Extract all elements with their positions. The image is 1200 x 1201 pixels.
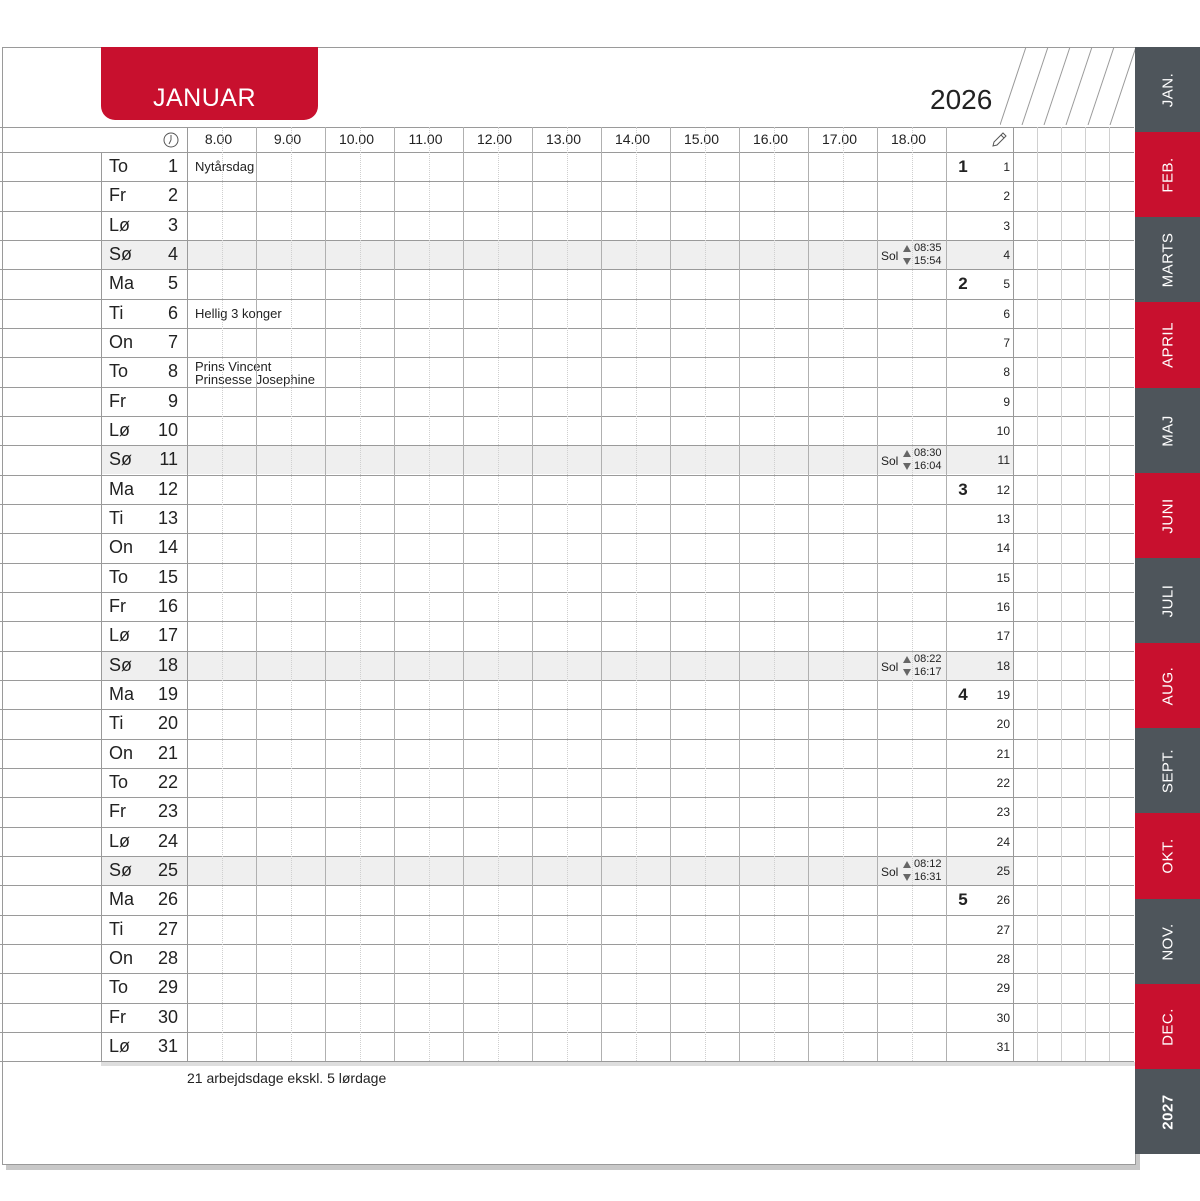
month-tab-aug[interactable] bbox=[1135, 643, 1200, 728]
month-tab-label: AUG. bbox=[1159, 666, 1176, 705]
note-line: Prinsesse Josephine bbox=[195, 372, 315, 387]
week-number: 2 bbox=[958, 274, 968, 293]
row-number: 26 bbox=[996, 893, 1010, 907]
weekday-label: Ma bbox=[109, 479, 135, 499]
day-number: 9 bbox=[167, 391, 178, 411]
hour-label: 12.00 bbox=[476, 131, 513, 147]
hour-label: 15.00 bbox=[683, 131, 720, 147]
week-number: 4 bbox=[958, 685, 968, 704]
weekday-label: Ti bbox=[109, 508, 124, 528]
row-number: 17 bbox=[996, 629, 1010, 643]
day-number: 3 bbox=[167, 215, 178, 235]
month-tab-label: MARTS bbox=[1159, 232, 1176, 287]
row-number: 5 bbox=[1003, 277, 1010, 291]
row-number: 14 bbox=[996, 541, 1010, 555]
weekday-label: Fr bbox=[109, 1007, 126, 1027]
weekday-label: Sø bbox=[109, 655, 133, 675]
weekday-label: To bbox=[109, 567, 129, 587]
grid-vline bbox=[532, 127, 533, 1061]
row-number: 27 bbox=[996, 923, 1010, 937]
weekday-label: Sø bbox=[109, 244, 133, 264]
day-number: 6 bbox=[167, 303, 178, 323]
grid-vline bbox=[360, 127, 361, 1061]
day-number: 25 bbox=[157, 860, 178, 880]
sun-label: Sol bbox=[881, 454, 899, 468]
weekday-label: On bbox=[109, 332, 134, 352]
weekday-label: Ti bbox=[109, 303, 124, 323]
sunset bbox=[903, 871, 942, 883]
grid-vline bbox=[739, 127, 740, 1061]
sunset-time: 16:17 bbox=[914, 666, 942, 678]
sunrise-icon bbox=[903, 450, 911, 457]
weekday-label: On bbox=[109, 743, 134, 763]
sunset-icon bbox=[903, 258, 911, 265]
workdays-summary: 21 arbejdsdage ekskl. 5 lørdage bbox=[187, 1070, 387, 1086]
sunrise-icon bbox=[903, 861, 911, 868]
sunrise-time: 08:30 bbox=[914, 447, 942, 459]
day-number: 22 bbox=[157, 772, 178, 792]
month-tab-label: MAJ bbox=[1159, 414, 1176, 447]
day-number: 2 bbox=[167, 185, 178, 205]
day-number: 1 bbox=[167, 156, 178, 176]
hour-label: 14.00 bbox=[614, 131, 651, 147]
grid-vline bbox=[912, 127, 913, 1061]
row-number: 2 bbox=[1003, 189, 1010, 203]
hour-label: 16.00 bbox=[752, 131, 789, 147]
day-number: 16 bbox=[157, 596, 178, 616]
row-number: 9 bbox=[1003, 395, 1010, 409]
row-number: 16 bbox=[996, 600, 1010, 614]
row-number: 8 bbox=[1003, 365, 1010, 379]
month-tab-label: JUNI bbox=[1159, 497, 1176, 534]
row-number: 11 bbox=[997, 453, 1010, 467]
week-number: 3 bbox=[958, 480, 968, 499]
day-number: 10 bbox=[157, 420, 178, 440]
month-tab-feb[interactable] bbox=[1135, 132, 1200, 217]
row-number: 24 bbox=[996, 835, 1010, 849]
row-number: 28 bbox=[996, 952, 1010, 966]
month-tab-label: APRIL bbox=[1159, 322, 1176, 368]
month-tab-label: 2027 bbox=[1159, 1093, 1176, 1130]
hour-label: 11.00 bbox=[408, 131, 443, 147]
pencil-icon bbox=[990, 131, 1008, 149]
hour-label: 18.00 bbox=[890, 131, 927, 147]
month-tab-okt[interactable] bbox=[1135, 813, 1200, 899]
day-number: 26 bbox=[157, 889, 178, 909]
sunset-time: 16:04 bbox=[914, 460, 942, 472]
weekday-label: Fr bbox=[109, 391, 126, 411]
row-number: 13 bbox=[996, 512, 1010, 526]
grid-vline bbox=[808, 127, 809, 1061]
sunset-icon bbox=[903, 669, 911, 676]
grid-vline bbox=[291, 127, 292, 1061]
day-number: 31 bbox=[157, 1036, 178, 1056]
month-tab-sept[interactable] bbox=[1135, 728, 1200, 813]
weekday-label: To bbox=[109, 156, 129, 176]
weekday-label: Ma bbox=[109, 684, 135, 704]
month-label: JANUAR bbox=[153, 84, 257, 112]
weekday-label: On bbox=[109, 948, 134, 968]
month-tab-label: FEB. bbox=[1159, 156, 1176, 193]
grid-vline bbox=[877, 127, 878, 1061]
day-number: 18 bbox=[157, 655, 178, 675]
sunset-time: 16:31 bbox=[914, 871, 942, 883]
sunrise-time: 08:12 bbox=[914, 858, 942, 870]
month-tab-juni[interactable] bbox=[1135, 473, 1200, 558]
day-note bbox=[195, 307, 282, 320]
day-number: 23 bbox=[157, 801, 178, 821]
month-tab-jan[interactable] bbox=[1135, 47, 1200, 132]
hour-label: 9.00 bbox=[273, 131, 302, 147]
month-tab-label: DEC. bbox=[1159, 1007, 1176, 1046]
grid-vline bbox=[705, 127, 706, 1061]
grid-vline bbox=[946, 127, 947, 1061]
sunset bbox=[903, 460, 942, 472]
hour-label: 13.00 bbox=[545, 131, 582, 147]
sunrise bbox=[903, 242, 942, 254]
day-number: 20 bbox=[157, 713, 178, 733]
grid-vline bbox=[325, 127, 326, 1061]
weekday-label: Lø bbox=[109, 625, 131, 645]
note-line: Prins Vincent bbox=[195, 359, 272, 374]
grid-vline bbox=[636, 127, 637, 1061]
row-number: 15 bbox=[996, 571, 1010, 585]
weekday-label: Sø bbox=[109, 860, 133, 880]
weekday-label: To bbox=[109, 977, 129, 997]
weekday-label: To bbox=[109, 772, 129, 792]
day-number: 8 bbox=[167, 361, 178, 381]
row-number: 22 bbox=[996, 776, 1010, 790]
sunrise bbox=[903, 447, 942, 459]
day-number: 30 bbox=[157, 1007, 178, 1027]
month-tab-label: JAN. bbox=[1159, 72, 1176, 107]
grid-vline bbox=[463, 127, 464, 1061]
month-tab-label: OKT. bbox=[1159, 838, 1176, 874]
weekday-label: Fr bbox=[109, 801, 126, 821]
grid-vline bbox=[101, 152, 102, 1061]
year-label: 2026 bbox=[930, 84, 993, 115]
weekday-label: Lø bbox=[109, 1036, 131, 1056]
sun-label: Sol bbox=[881, 660, 899, 674]
month-tab-april[interactable] bbox=[1135, 302, 1200, 388]
row-number: 21 bbox=[996, 747, 1010, 761]
day-number: 28 bbox=[157, 948, 178, 968]
sunset bbox=[903, 255, 942, 267]
month-title bbox=[101, 47, 318, 120]
weekday-label: Sø bbox=[109, 449, 133, 469]
day-note bbox=[195, 360, 315, 386]
sunset bbox=[903, 666, 942, 678]
weekday-label: To bbox=[109, 361, 129, 381]
month-tab-label: JULI bbox=[1159, 584, 1176, 617]
grid-vline bbox=[222, 127, 223, 1061]
day-number: 19 bbox=[157, 684, 178, 704]
day-number: 4 bbox=[167, 244, 178, 264]
day-number: 12 bbox=[157, 479, 178, 499]
month-tab-dec[interactable] bbox=[1135, 984, 1200, 1069]
sunrise-icon bbox=[903, 245, 911, 252]
weekday-label: On bbox=[109, 537, 134, 557]
sun-label: Sol bbox=[881, 249, 899, 263]
weekday-label: Ti bbox=[109, 713, 124, 733]
weekday-label: Fr bbox=[109, 596, 126, 616]
month-tab-label: NOV. bbox=[1159, 922, 1176, 961]
row-number: 31 bbox=[996, 1040, 1010, 1054]
grid-bottom-band bbox=[101, 1062, 1135, 1066]
day-number: 24 bbox=[157, 831, 178, 851]
grid-vline bbox=[394, 127, 395, 1061]
grid-vline bbox=[1013, 127, 1014, 1061]
sunrise-icon bbox=[903, 656, 911, 663]
row-number: 19 bbox=[996, 688, 1010, 702]
month-tab-nov[interactable] bbox=[1135, 899, 1200, 984]
row-number: 7 bbox=[1003, 336, 1010, 350]
month-tab-maj[interactable] bbox=[1135, 388, 1200, 473]
sunset-icon bbox=[903, 874, 911, 881]
sunset-icon bbox=[903, 463, 911, 470]
row-number: 12 bbox=[996, 483, 1010, 497]
row-number: 29 bbox=[996, 981, 1010, 995]
grid-vline bbox=[601, 127, 602, 1061]
day-note bbox=[195, 160, 254, 173]
row-number: 3 bbox=[1003, 219, 1010, 233]
hour-label: 17.00 bbox=[821, 131, 858, 147]
row-number: 4 bbox=[1003, 248, 1010, 262]
month-tab-strip bbox=[1135, 47, 1200, 1154]
month-tab-juli[interactable] bbox=[1135, 558, 1200, 643]
sunrise bbox=[903, 858, 942, 870]
sunrise-time: 08:35 bbox=[914, 242, 942, 254]
grid-vline bbox=[1109, 127, 1110, 1061]
grid-vline bbox=[1061, 127, 1062, 1061]
day-number: 11 bbox=[159, 449, 178, 469]
day-number: 17 bbox=[157, 625, 178, 645]
row-number: 1 bbox=[1003, 160, 1010, 174]
sun-label: Sol bbox=[881, 865, 899, 879]
row-number: 20 bbox=[996, 717, 1010, 731]
row-number: 18 bbox=[996, 659, 1010, 673]
week-number: 5 bbox=[958, 890, 968, 909]
row-number: 23 bbox=[996, 805, 1010, 819]
note-line: Nytårsdag bbox=[195, 159, 255, 174]
grid-vline bbox=[256, 127, 257, 1061]
grid-vline bbox=[429, 127, 430, 1061]
row-number: 10 bbox=[996, 424, 1010, 438]
day-number: 5 bbox=[167, 273, 178, 293]
row-number: 6 bbox=[1003, 307, 1010, 321]
note-line: Hellig 3 konger bbox=[195, 306, 282, 321]
week-number: 1 bbox=[958, 157, 968, 176]
month-tab-label: SEPT. bbox=[1159, 748, 1176, 793]
writing-lines-decoration bbox=[1000, 47, 1136, 125]
day-number: 13 bbox=[157, 508, 178, 528]
grid-vline bbox=[774, 127, 775, 1061]
sunset-time: 15:54 bbox=[914, 255, 942, 267]
weekday-label: Ti bbox=[109, 919, 124, 939]
grid-vline bbox=[187, 127, 188, 1061]
grid-vline bbox=[498, 127, 499, 1061]
grid-vline bbox=[567, 127, 568, 1061]
grid-vline bbox=[1037, 127, 1038, 1061]
row-number: 30 bbox=[996, 1011, 1010, 1025]
month-tab-marts[interactable] bbox=[1135, 217, 1200, 302]
hour-label: 8.00 bbox=[204, 131, 233, 147]
day-number: 14 bbox=[157, 537, 178, 557]
weekday-label: Lø bbox=[109, 215, 131, 235]
sunrise-time: 08:22 bbox=[914, 653, 942, 665]
grid-vline bbox=[1085, 127, 1086, 1061]
clock-icon bbox=[162, 131, 180, 149]
weekday-label: Lø bbox=[109, 420, 131, 440]
day-number: 27 bbox=[157, 919, 178, 939]
sunrise bbox=[903, 653, 942, 665]
grid-vline bbox=[670, 127, 671, 1061]
day-number: 7 bbox=[167, 332, 178, 352]
day-number: 29 bbox=[157, 977, 178, 997]
month-tab-2027[interactable] bbox=[1135, 1069, 1200, 1154]
weekday-label: Fr bbox=[109, 185, 126, 205]
day-number: 21 bbox=[157, 743, 178, 763]
weekday-label: Lø bbox=[109, 831, 131, 851]
weekday-label: Ma bbox=[109, 889, 135, 909]
weekday-label: Ma bbox=[109, 273, 135, 293]
row-number: 25 bbox=[996, 864, 1010, 878]
hour-label: 10.00 bbox=[338, 131, 375, 147]
grid-vline bbox=[843, 127, 844, 1061]
day-number: 15 bbox=[157, 567, 178, 587]
